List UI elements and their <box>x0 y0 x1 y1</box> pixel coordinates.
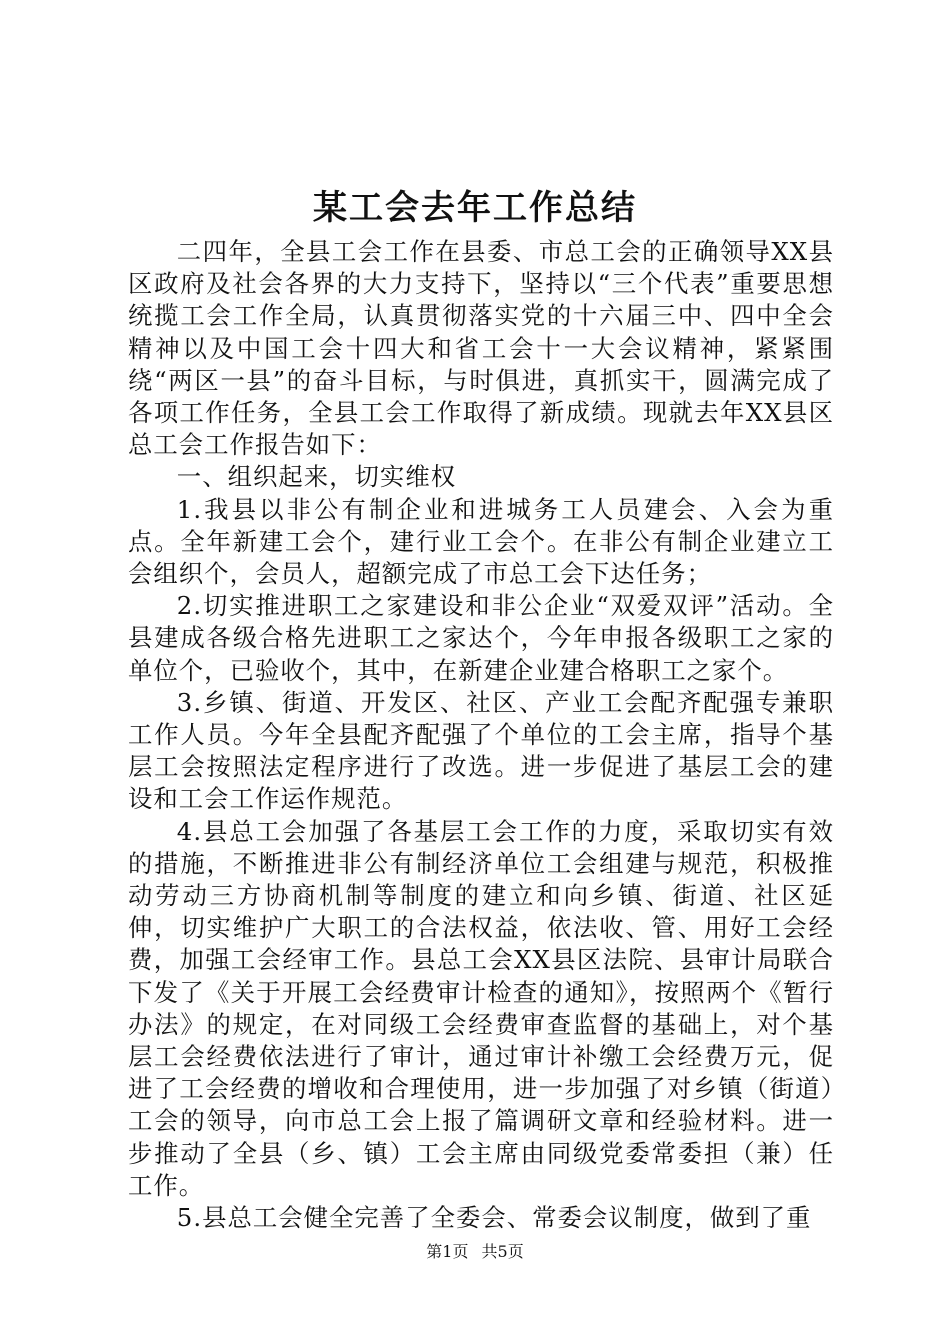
document-title: 某工会去年工作总结 <box>313 188 637 228</box>
item-paragraph-5: 5.县总工会健全完善了全委会、常委会议制度，做到了重 <box>176 1203 812 1233</box>
item-paragraph-3: 3.乡镇、街道、开发区、社区、产业工会配齐配强专兼职工作人员。今年全县配齐配强了个单位的工会主席，指导个基层工会按照法定程序进行了改选。进一步促进了基层工会的建设和工会工作运作规范。 <box>128 687 834 814</box>
page-footer <box>0 1242 950 1262</box>
intro-paragraph: 二四年，全县工会工作在县委、市总工会的正确领导XX县区政府及社会各界的大力支持下，坚持以“三个代表”重要思想统揽工会工作全局，认真贯彻落实党的十六届三中、四中全会精神以及中国工会十四大和省工会十一大会议精神，紧紧围绕“两区一县”的奋斗目标，与时俱进，真抓实干，圆满完成了各项工作任务，全县工会工作取得了新成绩。现就去年XX县区总工会工作报告如下： <box>128 237 834 460</box>
item-paragraph-2: 2.切实推进职工之家建设和非公企业“双爱双评”活动。全县建成各级合格先进职工之家达个，今年申报各级职工之家的单位个，已验收个，其中，在新建企业建合格职工之家个。 <box>128 591 834 685</box>
item-paragraph-4: 4.县总工会加强了各基层工会工作的力度，采取切实有效的措施，不断推进非公有制经济单位工会组建与规范，积极推动劳动三方协商机制等制度的建立和向乡镇、街道、社区延伸，切实维护广大职工的合法权益，依法收、管、用好工会经费，加强工会经审工作。县总工会XX县区法院、县审计局联合下发了《关于开展工会经费审计检查的通知》，按照两个《暂行办法》的规定，在对同级工会经费审查监督的基础上，对个基层工会经费依法进行了审计，通过审计补缴工会经费万元，促进了工会经费的增收和合理使用，进一步加强了对乡镇（街道）工会的领导，向市总工会上报了篇调研文章和经验材料。进一步推动了全县（乡、镇）工会主席由同级党委常委担（兼）任工作。 <box>128 816 834 1200</box>
page-number: 第1页 <box>426 1242 469 1261</box>
section-heading: 一、组织起来，切实维权 <box>176 462 457 492</box>
page-total: 共5页 <box>481 1242 524 1261</box>
item-paragraph-1: 1.我县以非公有制企业和进城务工人员建会、入会为重点。全年新建工会个，建行业工会个。在非公有制企业建立工会组织个，会员人，超额完成了市总工会下达任务； <box>128 494 834 589</box>
document-body <box>128 236 834 1234</box>
